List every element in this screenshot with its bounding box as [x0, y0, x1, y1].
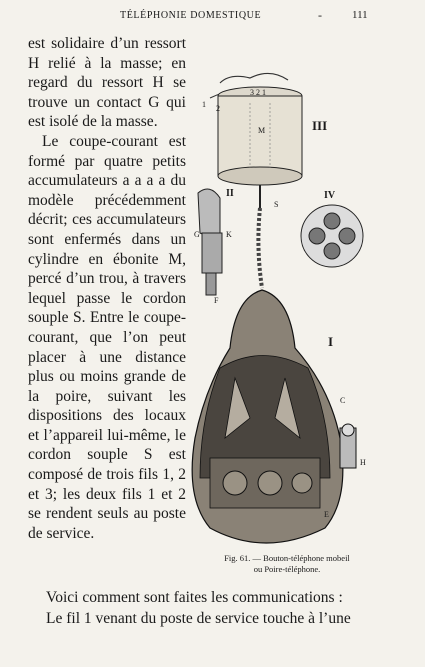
caption-line-2: ou Poire-téléphone.	[253, 564, 321, 574]
caption-line-1: Fig. 61. — Bouton-téléphone mobeil	[224, 553, 350, 563]
cord-s	[258, 208, 262, 288]
page-header	[0, 8, 425, 26]
label-wire-1: 1	[202, 100, 206, 109]
telephone-illustration	[190, 58, 400, 578]
full-width-line-2: Le fil 1 venant du poste de service touche à l’une	[46, 610, 351, 627]
label-f: F	[214, 296, 219, 305]
label-k: K	[226, 230, 232, 239]
label-iv: IV	[324, 190, 336, 201]
paragraph-1: est solidaire d’un ressort H relié à la masse; en regard du ressort H se trouve un contact G qui est isolé de la masse.	[28, 35, 186, 131]
label-e: E	[324, 510, 329, 519]
header-mark: -	[318, 8, 322, 22]
full-width-line-1: Voici comment sont faites les communications :	[46, 589, 343, 606]
accumulators-top-view	[301, 205, 363, 267]
figure-caption	[194, 553, 380, 575]
switch-detail	[198, 189, 222, 295]
running-title: TÉLÉPHONIE DOMESTIQUE	[120, 10, 262, 21]
paragraph-2: Le coupe-courant est formé par quatre petits accumulateurs a a a a du modèle précédemment décrit; ces accumulateurs sont enfermés dans un cylindre en ébonite M, percé d’un trou, à travers lequel passe le cordon souple S. Entre le coupe-courant, que l’on peut placer à une distance plus ou moins grande de la poire, suivant les dispositions des locaux et l’appareil lui-même, le cordon souple S est composé de trois fils 1, 2 et 3; les deux fils 1 et 2 se rendent seuls au poste de service.	[28, 132, 186, 542]
label-wire-2: 2	[216, 104, 220, 113]
left-column-text	[28, 34, 186, 543]
label-ii: II	[226, 188, 234, 199]
label-wires-top: 3 2 1	[250, 88, 266, 97]
label-m: M	[258, 126, 266, 135]
label-c: C	[340, 396, 346, 405]
label-h: H	[360, 458, 366, 467]
label-s: S	[274, 200, 279, 209]
label-g: G	[194, 230, 200, 239]
page-number: 111	[352, 9, 368, 21]
poire-telephone	[192, 290, 356, 543]
label-iii: III	[312, 118, 328, 133]
figure-61	[190, 58, 400, 578]
label-i: I	[328, 334, 334, 349]
